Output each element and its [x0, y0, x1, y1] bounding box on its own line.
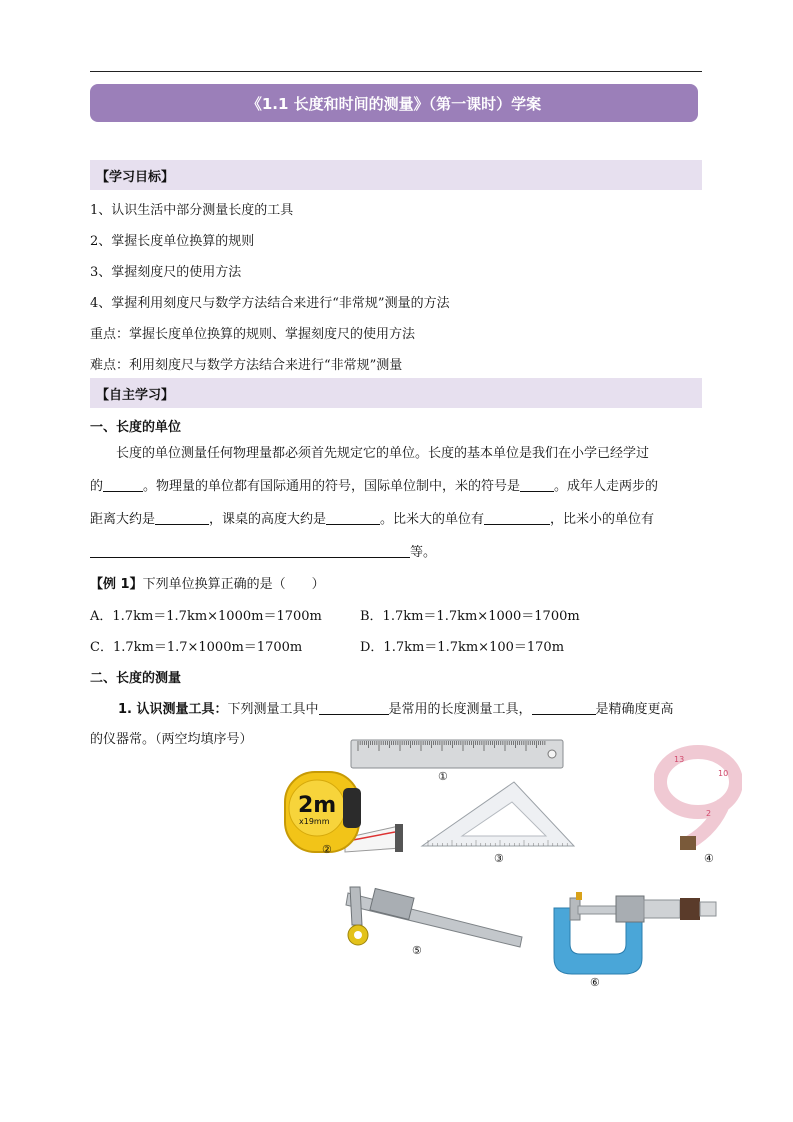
part2-text-3: 是精确度更高: [595, 702, 674, 717]
blank-meter-symbol[interactable]: [520, 477, 554, 492]
section-self-study: 【自主学习】: [90, 378, 702, 408]
part2-item1-label: 1. 认识测量工具：: [118, 702, 228, 717]
svg-text:13: 13: [674, 755, 685, 764]
blank-precise-tools[interactable]: [532, 700, 596, 715]
part2-text-1: 下列测量工具中: [227, 702, 319, 717]
vernier-caliper-image: [338, 885, 524, 951]
example1-option-b: B．1.7km＝1.7km×1000＝1700m: [360, 609, 580, 624]
figure-label-2: ②: [322, 843, 332, 856]
figure-label-1: ①: [438, 770, 448, 783]
part1-text-3a: 距离大约是: [90, 512, 156, 527]
example1-option-d: D．1.7km＝1.7km×100＝170m: [360, 640, 565, 655]
part2-text-2: 是常用的长度测量工具，: [388, 702, 532, 717]
soft-tape-image: [654, 742, 742, 854]
goal-item-1: 1、认识生活中部分测量长度的工具: [90, 203, 294, 218]
section-goals: 【学习目标】: [90, 160, 702, 190]
goal-item-3: 3、掌握刻度尺的使用方法: [90, 265, 242, 280]
part1-text-2a: 的: [90, 479, 104, 494]
blank-base-unit[interactable]: [103, 477, 143, 492]
tape-measure-sub: x19mm: [299, 817, 330, 826]
example1: [90, 573, 325, 592]
key-point: 重点：掌握长度单位换算的规则、掌握刻度尺的使用方法: [90, 327, 416, 342]
triangle-ruler-image: [418, 780, 578, 850]
part2-item1: [118, 698, 674, 717]
figure-label-4: ④: [704, 852, 714, 865]
figure-label-6: ⑥: [590, 976, 600, 989]
example1-option-a: A．1.7km＝1.7km×1000m＝1700m: [90, 609, 322, 624]
part2-heading: 二、长度的测量: [90, 671, 182, 686]
svg-text:10: 10: [718, 769, 729, 778]
tape-measure-brand: 2m: [298, 793, 337, 818]
blank-two-steps[interactable]: [155, 510, 209, 525]
example1-question: 下列单位换算正确的是（ ）: [142, 577, 325, 592]
part1-text-2b: 。物理量的单位都有国际通用的符号，国际单位制中，米的符号是: [143, 479, 521, 494]
difficult-point: 难点：利用刻度尺与数学方法结合来进行“非常规”测量: [90, 358, 403, 373]
part1-text-2c: 。成年人走两步的: [554, 479, 659, 494]
goal-item-4: 4、掌握利用刻度尺与数学方法结合来进行“非常规”测量的方法: [90, 296, 450, 311]
part1-text-3c: 。比米大的单位有: [380, 512, 485, 527]
page-title: 《1.1 长度和时间的测量》（第一课时）学案: [90, 84, 698, 122]
blank-larger-units[interactable]: [484, 510, 550, 525]
part1-text-3b: ，课桌的高度大约是: [209, 512, 327, 527]
tape-measure-image: [283, 768, 405, 858]
part1-paragraph: [90, 437, 702, 569]
part2-text-4: 的仪器常。（两空均填序号）: [90, 732, 253, 747]
figure-label-5: ⑤: [412, 944, 422, 957]
blank-common-tools[interactable]: [319, 700, 389, 715]
part1-text-4: 等。: [410, 545, 437, 560]
micrometer-image: [550, 888, 720, 978]
part1-text-1: 长度的单位测量任何物理量都必须首先规定它的单位。长度的基本单位是我们在小学已经学过: [116, 446, 650, 461]
steel-ruler-image: [350, 738, 566, 772]
blank-desk-height[interactable]: [326, 510, 380, 525]
example1-option-c: C．1.7km＝1.7×1000m＝1700m: [90, 640, 303, 655]
example1-label: 【例 1】: [90, 577, 143, 592]
goal-item-2: 2、掌握长度单位换算的规则: [90, 234, 255, 249]
svg-text:2: 2: [706, 809, 712, 818]
top-rule: [90, 71, 702, 72]
part1-text-3d: ，比米小的单位有: [550, 512, 655, 527]
part1-heading: 一、长度的单位: [90, 420, 182, 435]
blank-smaller-units[interactable]: [90, 543, 410, 558]
figure-label-3: ③: [494, 852, 504, 865]
